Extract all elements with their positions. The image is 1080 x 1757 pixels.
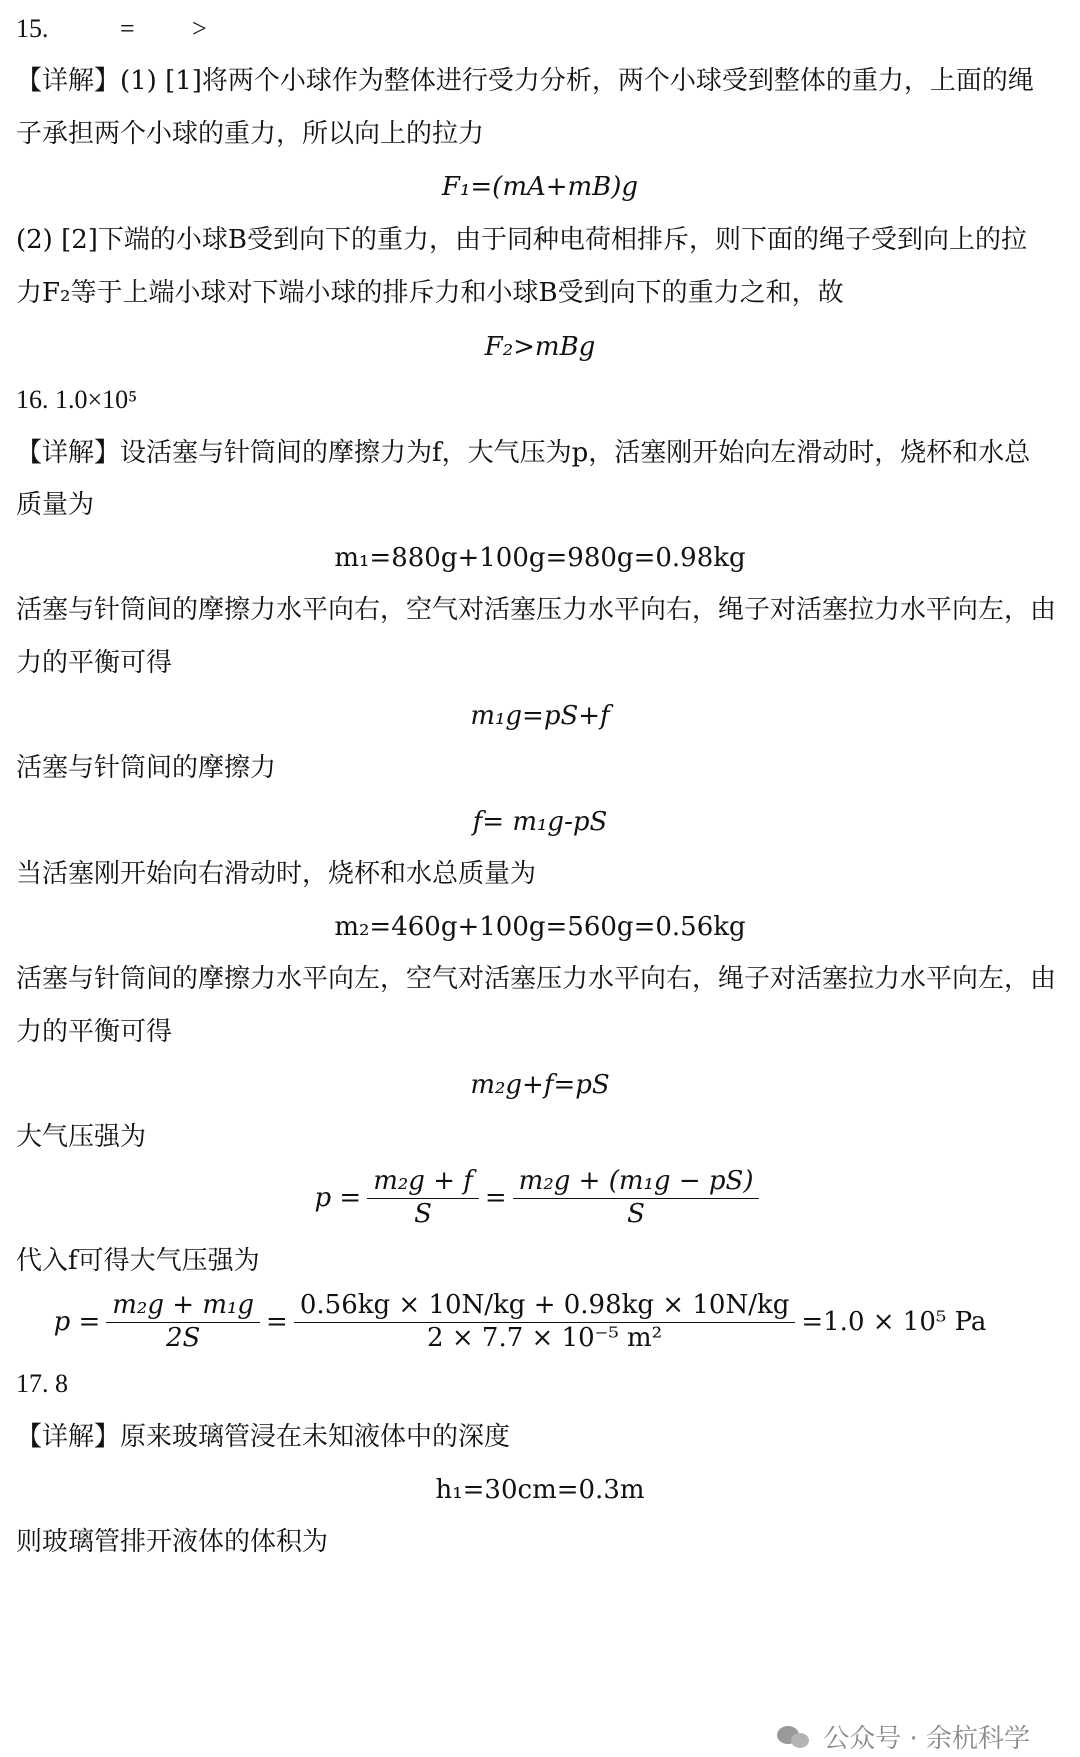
q16-para-3: 活塞与针筒间的摩擦力水平向右，空气对活塞压力水平向右，绳子对活塞拉力水平向左，由 <box>16 595 1057 625</box>
q16-para-5: 活塞与针筒间的摩擦力 <box>16 753 277 783</box>
q15-equation-2: F₂>mBg <box>484 332 596 362</box>
q16-para-8: 力的平衡可得 <box>16 1017 173 1047</box>
eq6-fraction-1 <box>367 1166 479 1229</box>
eq7-frac2-numerator: 0.56kg × 10N/kg + 0.98kg × 10N/kg <box>294 1290 796 1323</box>
q16-para-4: 力的平衡可得 <box>16 648 173 678</box>
watermark <box>777 1718 1030 1755</box>
q16-para-7: 活塞与针筒间的摩擦力水平向左，空气对活塞压力水平向右，绳子对活塞拉力水平向左，由 <box>16 964 1057 994</box>
q15-header <box>16 12 1064 46</box>
eq6-mid: = <box>484 1182 507 1213</box>
q17-equation-1: h₁=30cm=0.3m <box>435 1475 645 1505</box>
eq7-frac1-numerator: m₂g + m₁g <box>106 1290 260 1323</box>
q16-para-9: 大气压强为 <box>16 1122 147 1152</box>
eq6-frac1-numerator: m₂g + f <box>367 1166 479 1199</box>
q16-header: 16. 1.0×10⁵ <box>16 385 138 414</box>
eq7-frac2-denominator: 2 × 7.7 × 10⁻⁵ m² <box>427 1323 663 1353</box>
eq6-frac1-denominator: S <box>414 1199 432 1229</box>
q15-number: 15. <box>16 14 49 43</box>
q15-para-4: 力F₂等于上端小球对下端小球的排斥力和小球B受到向下的重力之和，故 <box>16 278 844 308</box>
q15-para-1: 【详解】(1) [1]将两个小球作为整体进行受力分析，两个小球受到整体的重力，上面的绳 <box>16 66 1034 96</box>
q16-equation-5: m₂g+f=pS <box>470 1070 610 1100</box>
eq6-frac2-denominator: S <box>627 1199 645 1229</box>
q15-para-3: (2) [2]下端的小球B受到向下的重力，由于同种电荷相排斥，则下面的绳子受到向上的拉 <box>16 225 1028 255</box>
eq6-fraction-2 <box>513 1166 760 1229</box>
watermark-text: 公众号 · 余杭科学 <box>823 1724 1030 1754</box>
eq7-result: =1.0 × 10⁵ Pa <box>801 1306 987 1337</box>
q17-para-2: 则玻璃管排开液体的体积为 <box>16 1527 329 1557</box>
q16-para-10: 代入f可得大气压强为 <box>16 1246 260 1276</box>
q15-answer-gt: > <box>192 14 207 43</box>
wechat-icon <box>777 1724 813 1750</box>
q17-header: 17. 8 <box>16 1369 68 1398</box>
q15-para-2: 子承担两个小球的重力，所以向上的拉力 <box>16 119 485 149</box>
eq6-lhs: p = <box>314 1182 362 1213</box>
eq7-mid: = <box>266 1306 288 1337</box>
eq7-fraction-1 <box>106 1290 260 1353</box>
q16-equation-7 <box>0 1290 1080 1362</box>
q16-equation-4: m₂=460g+100g=560g=0.56kg <box>334 912 746 942</box>
q16-equation-2: m₁g=pS+f <box>470 701 610 731</box>
q15-equation-1: F₁=(mA+mB)g <box>441 172 639 202</box>
q16-equation-6 <box>0 1166 1080 1236</box>
q17-para-1: 【详解】原来玻璃管浸在未知液体中的深度 <box>16 1422 511 1452</box>
q16-para-2: 质量为 <box>16 490 95 520</box>
eq7-fraction-2 <box>294 1290 796 1353</box>
eq7-lhs: p = <box>53 1306 101 1337</box>
q16-para-1: 【详解】设活塞与针筒间的摩擦力为f，大气压为p，活塞刚开始向左滑动时，烧杯和水总 <box>16 438 1031 468</box>
q16-equation-1: m₁=880g+100g=980g=0.98kg <box>334 543 746 573</box>
q16-equation-3: f= m₁g-pS <box>472 807 608 837</box>
q16-para-6: 当活塞刚开始向右滑动时，烧杯和水总质量为 <box>16 859 537 889</box>
q15-answer-eq: = <box>120 14 135 43</box>
eq7-frac1-denominator: 2S <box>165 1323 201 1353</box>
eq6-frac2-numerator: m₂g + (m₁g − pS) <box>513 1166 760 1199</box>
